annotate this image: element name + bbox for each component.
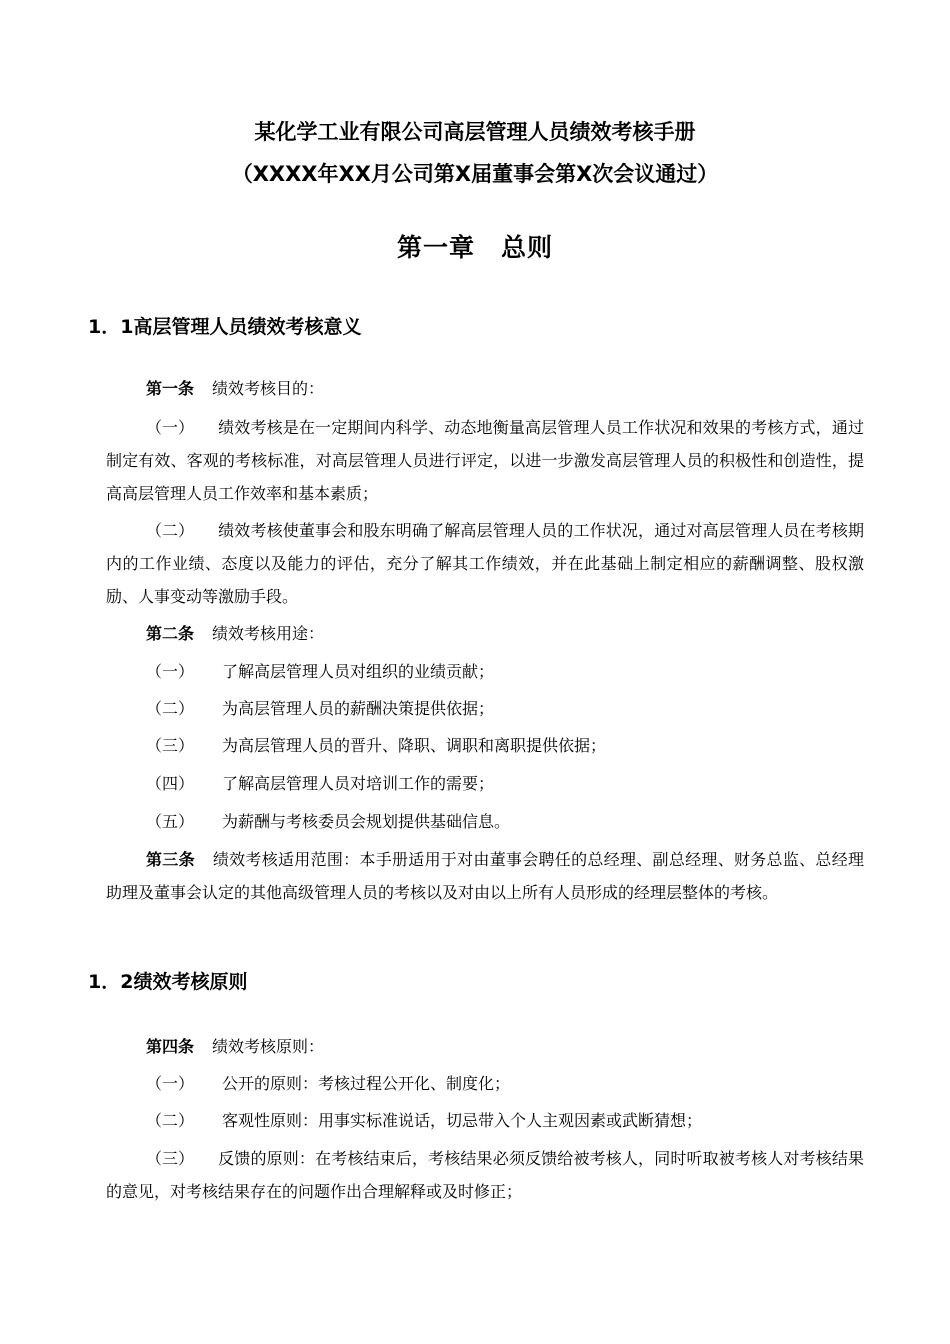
article-2-item-2	[146, 692, 494, 725]
article-2-label: 第二条	[146, 624, 195, 643]
item-text: 为高层管理人员的晋升、降职、调职和离职提供依据；	[222, 736, 607, 755]
document-title: 某化学工业有限公司高层管理人员绩效考核手册	[254, 120, 696, 144]
document-subtitle: （XXXX年XX月公司第X届董事会第X次会议通过）	[231, 162, 719, 186]
article-2-item-1	[146, 655, 494, 688]
item-text: 了解高层管理人员对组织的业绩贡献；	[222, 662, 495, 681]
article-1-text: 绩效考核目的：	[212, 379, 325, 398]
article-3	[106, 843, 864, 909]
item-text: 为高层管理人员的薪酬决策提供依据；	[222, 699, 495, 718]
article-1-item-2	[106, 514, 864, 613]
article-4-item-2	[146, 1104, 702, 1137]
item-number: （三）	[146, 1149, 195, 1168]
item-text: 公开的原则：考核过程公开化、制度化；	[222, 1074, 511, 1093]
item-text: 反馈的原则：在考核结束后，考核结果必须反馈给被考核人，同时听取被考核人对考核结果的意见，对考核结果存在的问题作出合理解释或及时修正；	[106, 1149, 864, 1201]
article-2	[146, 617, 324, 650]
article-2-item-3	[146, 729, 606, 762]
section-heading-1-2: 1．2绩效考核原则	[88, 971, 248, 993]
item-text: 绩效考核是在一定期间内科学、动态地衡量高层管理人员工作状况和效果的考核方式，通过制定有效、客观的考核标准，对高层管理人员进行评定，以进一步激发高层管理人员的积极性和创造性，提高高层管理人员工作效率和基本素质；	[106, 418, 864, 503]
item-number: （四）	[146, 774, 195, 793]
article-3-label: 第三条	[146, 850, 195, 869]
section-heading-1-1: 1．1高层管理人员绩效考核意义	[88, 316, 362, 338]
item-number: （一）	[146, 662, 195, 681]
item-number: （一）	[146, 418, 195, 437]
item-text: 客观性原则：用事实标准说话，切忌带入个人主观因素或武断猜想；	[222, 1111, 703, 1130]
article-1-item-1	[106, 411, 864, 510]
item-number: （五）	[146, 812, 195, 831]
article-4-item-1	[146, 1067, 510, 1100]
article-2-item-5	[146, 805, 510, 838]
article-2-item-4	[146, 767, 494, 800]
item-number: （二）	[146, 699, 195, 718]
item-number: （三）	[146, 736, 195, 755]
article-4-item-3	[106, 1142, 864, 1208]
article-1-label: 第一条	[146, 379, 195, 398]
item-text: 了解高层管理人员对培训工作的需要；	[222, 774, 495, 793]
article-1	[146, 372, 324, 405]
chapter-heading: 第一章 总则	[396, 233, 553, 262]
article-4-text: 绩效考核原则：	[212, 1037, 325, 1056]
item-text: 绩效考核使董事会和股东明确了解高层管理人员的工作状况，通过对高层管理人员在考核期内的工作业绩、态度以及能力的评估，充分了解其工作绩效，并在此基础上制定相应的薪酬调整、股权激励、人事变动等激励手段。	[106, 521, 864, 606]
article-4	[146, 1030, 324, 1063]
article-3-text: 绩效考核适用范围：本手册适用于对由董事会聘任的总经理、副总经理、财务总监、总经理助理及董事会认定的其他高级管理人员的考核以及对由以上所有人员形成的经理层整体的考核。	[106, 850, 864, 902]
article-2-text: 绩效考核用途：	[212, 624, 325, 643]
item-number: （二）	[146, 521, 195, 540]
item-number: （二）	[146, 1111, 195, 1130]
item-text: 为薪酬与考核委员会规划提供基础信息。	[222, 812, 511, 831]
item-number: （一）	[146, 1074, 195, 1093]
article-4-label: 第四条	[146, 1037, 195, 1056]
